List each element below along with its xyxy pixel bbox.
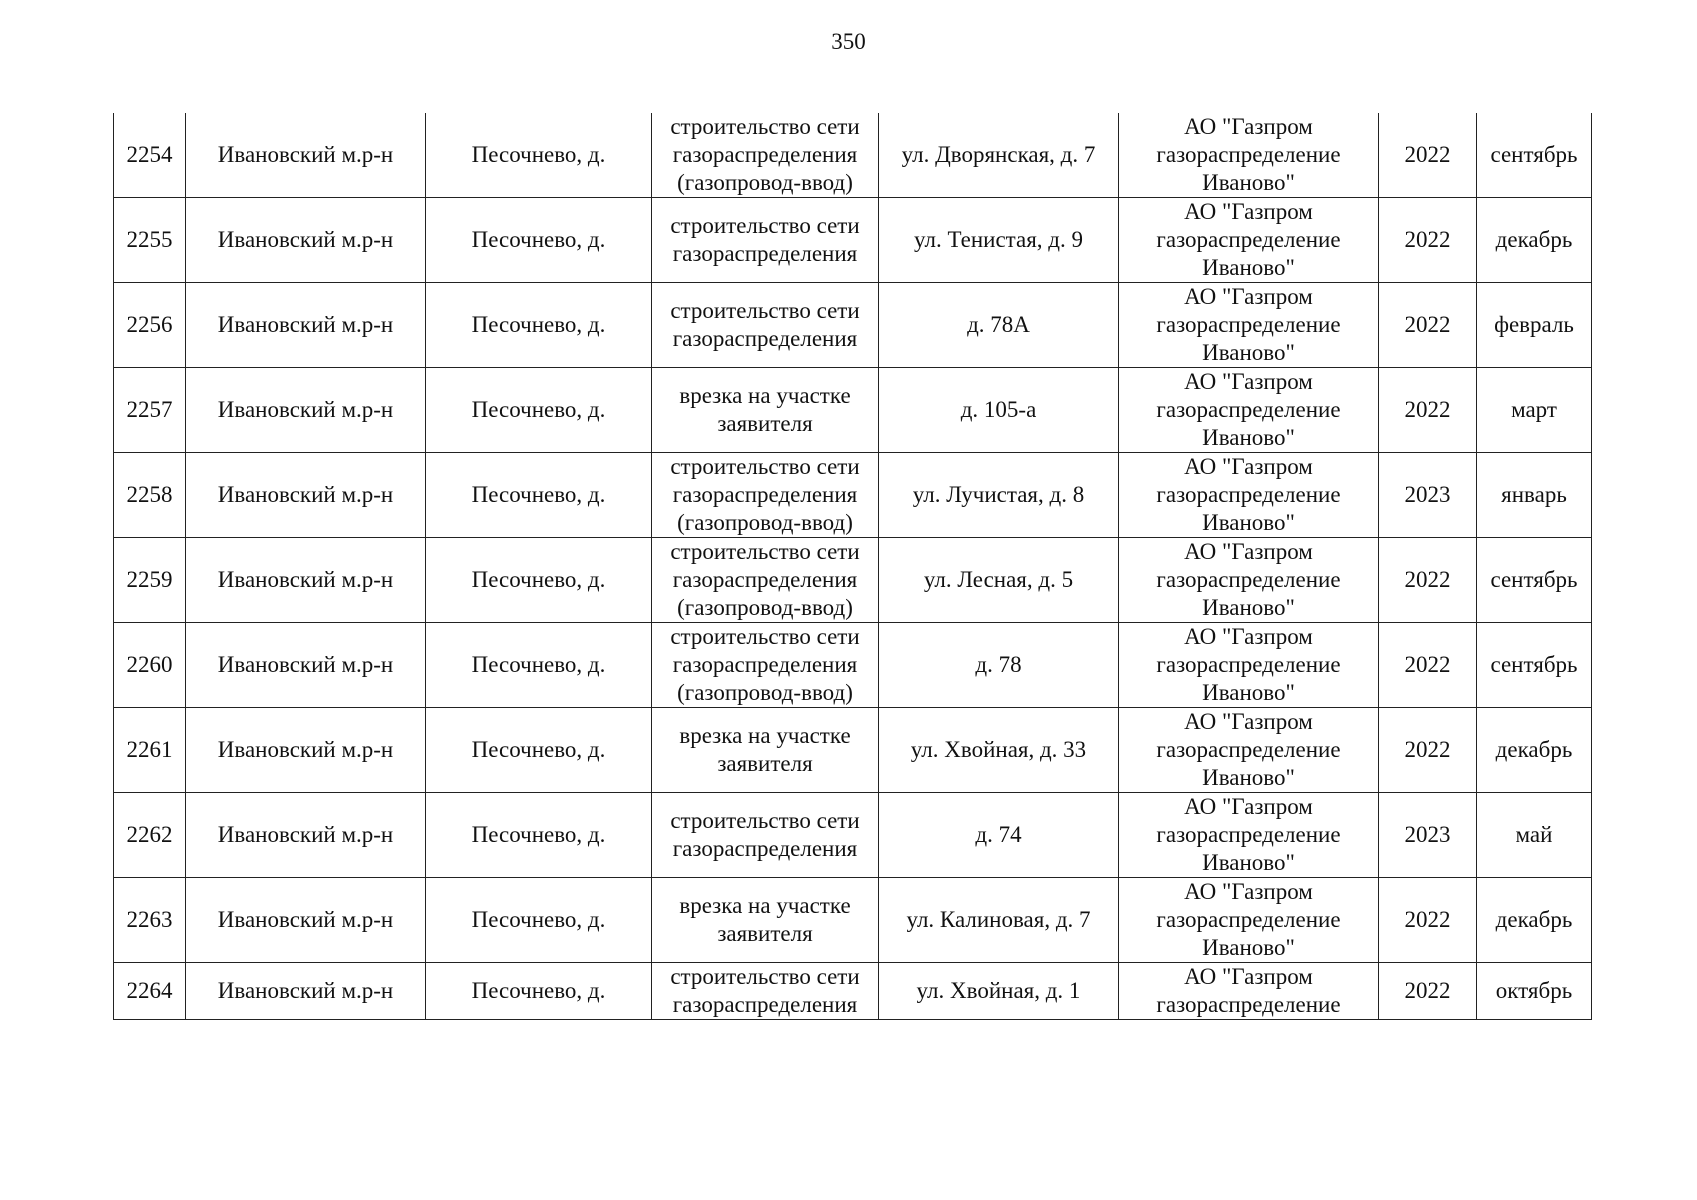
- row-number-cell: 2261: [114, 708, 186, 793]
- month-cell: март: [1477, 368, 1592, 453]
- district-cell: Ивановский м.р-н: [186, 623, 426, 708]
- month-cell: май: [1477, 793, 1592, 878]
- gasification-registry-table: [113, 113, 1592, 1020]
- table-row: [114, 198, 1592, 283]
- row-number-cell: 2258: [114, 453, 186, 538]
- month-cell: январь: [1477, 453, 1592, 538]
- locality-cell: Песочнево, д.: [426, 793, 652, 878]
- month-cell: февраль: [1477, 283, 1592, 368]
- work-type-cell: строительство сети газораспределения: [652, 198, 879, 283]
- district-cell: Ивановский м.р-н: [186, 963, 426, 1020]
- locality-cell: Песочнево, д.: [426, 708, 652, 793]
- table-row: [114, 538, 1592, 623]
- row-number-cell: 2254: [114, 113, 186, 198]
- work-type-cell: врезка на участке заявителя: [652, 368, 879, 453]
- organization-cell: АО "Газпром газораспределение Иваново": [1119, 453, 1379, 538]
- address-cell: д. 74: [879, 793, 1119, 878]
- locality-cell: Песочнево, д.: [426, 283, 652, 368]
- locality-cell: Песочнево, д.: [426, 113, 652, 198]
- work-type-cell: строительство сети газораспределения: [652, 283, 879, 368]
- district-cell: Ивановский м.р-н: [186, 198, 426, 283]
- organization-cell: АО "Газпром газораспределение Иваново": [1119, 793, 1379, 878]
- row-number-cell: 2264: [114, 963, 186, 1020]
- month-cell: сентябрь: [1477, 113, 1592, 198]
- table-row: [114, 793, 1592, 878]
- row-number-cell: 2259: [114, 538, 186, 623]
- year-cell: 2023: [1379, 793, 1477, 878]
- table-row: [114, 623, 1592, 708]
- table-row: [114, 708, 1592, 793]
- table-row: [114, 453, 1592, 538]
- address-cell: ул. Хвойная, д. 1: [879, 963, 1119, 1020]
- year-cell: 2022: [1379, 113, 1477, 198]
- table-row: [114, 963, 1592, 1020]
- address-cell: ул. Тенистая, д. 9: [879, 198, 1119, 283]
- month-cell: сентябрь: [1477, 623, 1592, 708]
- locality-cell: Песочнево, д.: [426, 878, 652, 963]
- organization-cell: АО "Газпром газораспределение Иваново": [1119, 538, 1379, 623]
- year-cell: 2022: [1379, 538, 1477, 623]
- locality-cell: Песочнево, д.: [426, 623, 652, 708]
- month-cell: сентябрь: [1477, 538, 1592, 623]
- district-cell: Ивановский м.р-н: [186, 113, 426, 198]
- address-cell: ул. Лучистая, д. 8: [879, 453, 1119, 538]
- district-cell: Ивановский м.р-н: [186, 453, 426, 538]
- year-cell: 2022: [1379, 283, 1477, 368]
- organization-cell: АО "Газпром газораспределение Иваново": [1119, 368, 1379, 453]
- year-cell: 2022: [1379, 198, 1477, 283]
- organization-cell: АО "Газпром газораспределение Иваново": [1119, 198, 1379, 283]
- work-type-cell: строительство сети газораспределения (газопровод-ввод): [652, 623, 879, 708]
- district-cell: Ивановский м.р-н: [186, 368, 426, 453]
- work-type-cell: врезка на участке заявителя: [652, 878, 879, 963]
- work-type-cell: строительство сети газораспределения (газопровод-ввод): [652, 538, 879, 623]
- month-cell: декабрь: [1477, 708, 1592, 793]
- table-row: [114, 113, 1592, 198]
- locality-cell: Песочнево, д.: [426, 368, 652, 453]
- year-cell: 2022: [1379, 963, 1477, 1020]
- work-type-cell: строительство сети газораспределения: [652, 963, 879, 1020]
- district-cell: Ивановский м.р-н: [186, 708, 426, 793]
- locality-cell: Песочнево, д.: [426, 198, 652, 283]
- year-cell: 2022: [1379, 623, 1477, 708]
- organization-cell: АО "Газпром газораспределение Иваново": [1119, 878, 1379, 963]
- district-cell: Ивановский м.р-н: [186, 283, 426, 368]
- year-cell: 2023: [1379, 453, 1477, 538]
- year-cell: 2022: [1379, 708, 1477, 793]
- organization-cell: АО "Газпром газораспределение Иваново": [1119, 113, 1379, 198]
- address-cell: ул. Лесная, д. 5: [879, 538, 1119, 623]
- month-cell: октябрь: [1477, 963, 1592, 1020]
- row-number-cell: 2256: [114, 283, 186, 368]
- address-cell: д. 105-а: [879, 368, 1119, 453]
- district-cell: Ивановский м.р-н: [186, 793, 426, 878]
- page-number: 350: [831, 29, 866, 54]
- address-cell: ул. Дворянская, д. 7: [879, 113, 1119, 198]
- table-row: [114, 283, 1592, 368]
- organization-cell: АО "Газпром газораспределение Иваново": [1119, 623, 1379, 708]
- year-cell: 2022: [1379, 878, 1477, 963]
- row-number-cell: 2255: [114, 198, 186, 283]
- work-type-cell: строительство сети газораспределения (газопровод-ввод): [652, 113, 879, 198]
- work-type-cell: врезка на участке заявителя: [652, 708, 879, 793]
- row-number-cell: 2262: [114, 793, 186, 878]
- row-number-cell: 2260: [114, 623, 186, 708]
- address-cell: д. 78А: [879, 283, 1119, 368]
- organization-cell: АО "Газпром газораспределение Иваново": [1119, 283, 1379, 368]
- work-type-cell: строительство сети газораспределения (газопровод-ввод): [652, 453, 879, 538]
- month-cell: декабрь: [1477, 878, 1592, 963]
- organization-cell: АО "Газпром газораспределение Иваново": [1119, 708, 1379, 793]
- work-type-cell: строительство сети газораспределения: [652, 793, 879, 878]
- locality-cell: Песочнево, д.: [426, 538, 652, 623]
- table-row: [114, 368, 1592, 453]
- district-cell: Ивановский м.р-н: [186, 538, 426, 623]
- district-cell: Ивановский м.р-н: [186, 878, 426, 963]
- locality-cell: Песочнево, д.: [426, 963, 652, 1020]
- month-cell: декабрь: [1477, 198, 1592, 283]
- locality-cell: Песочнево, д.: [426, 453, 652, 538]
- row-number-cell: 2257: [114, 368, 186, 453]
- table-row: [114, 878, 1592, 963]
- year-cell: 2022: [1379, 368, 1477, 453]
- address-cell: д. 78: [879, 623, 1119, 708]
- row-number-cell: 2263: [114, 878, 186, 963]
- address-cell: ул. Калиновая, д. 7: [879, 878, 1119, 963]
- organization-cell: АО "Газпром газораспределение: [1119, 963, 1379, 1020]
- address-cell: ул. Хвойная, д. 33: [879, 708, 1119, 793]
